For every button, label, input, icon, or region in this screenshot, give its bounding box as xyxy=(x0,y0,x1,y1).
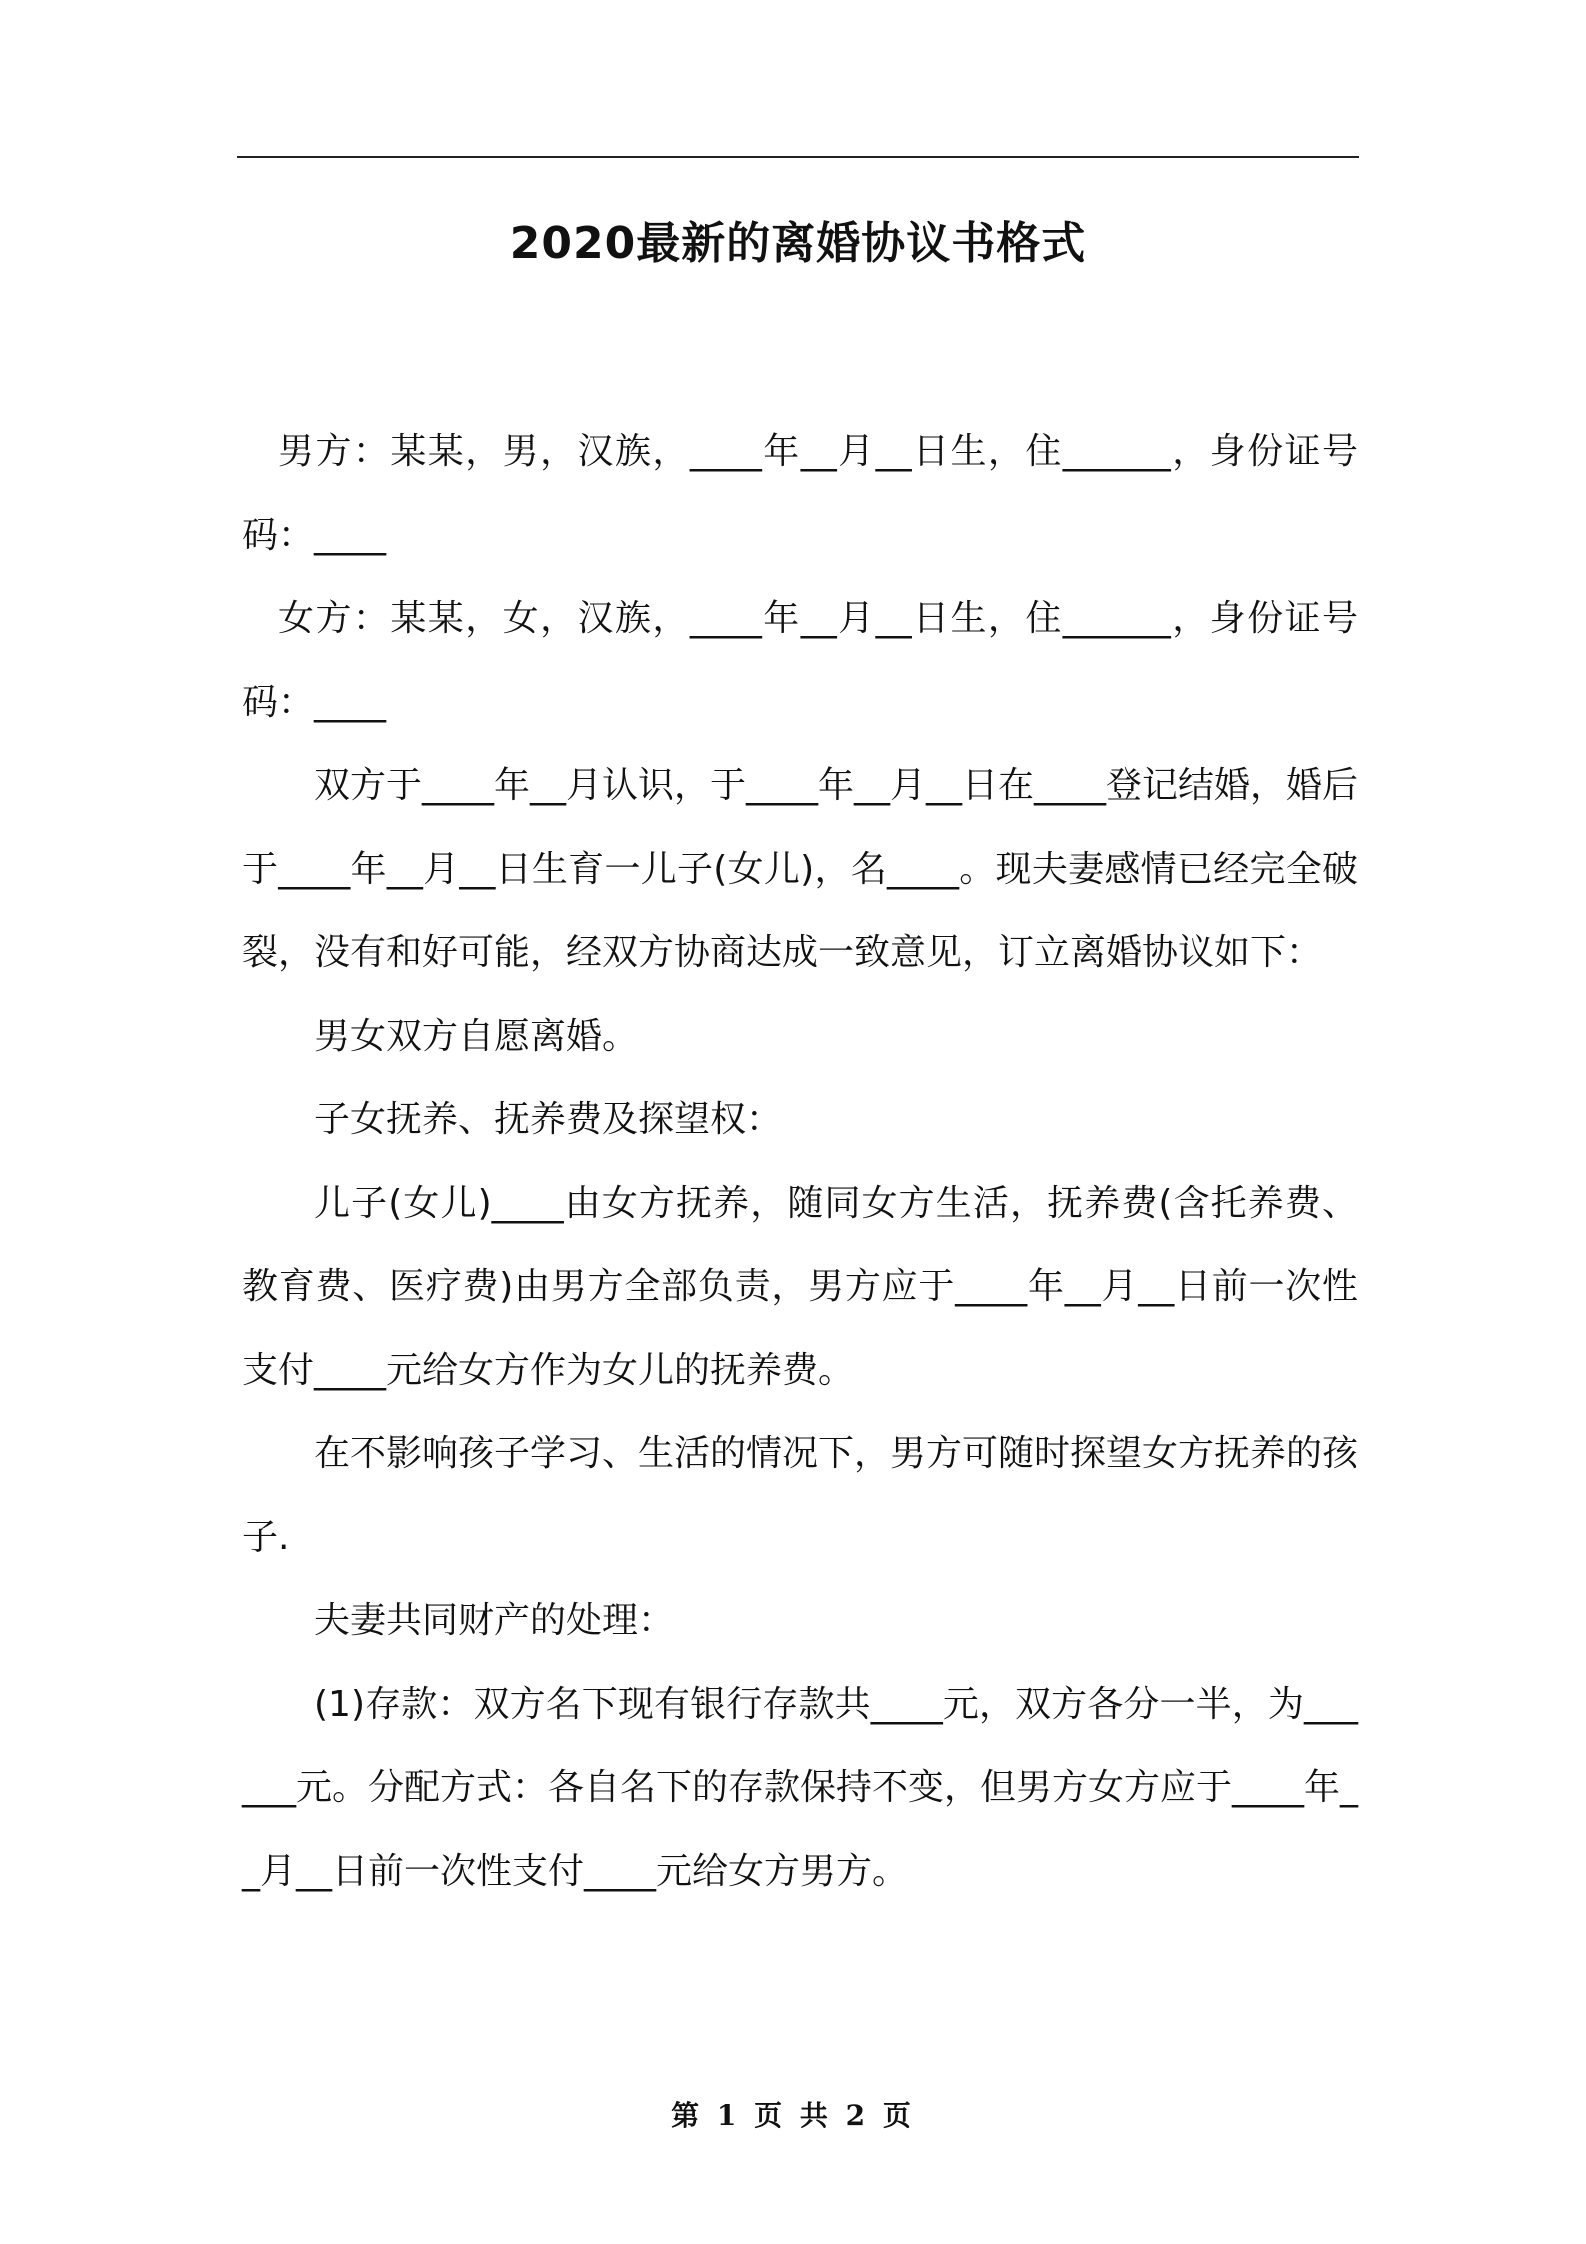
paragraph-savings: (1)存款：双方名下现有银行存款共____元，双方各分一半，为______元。分配方式：各自名下的存款保持不变，但男方女方应于____年__月__日前一次性支付____元给女方男方。 xyxy=(242,1683,1359,1892)
paragraph-custody: 儿子(女儿)____由女方抚养，随同女方生活，抚养费(含托养费、教育费、医疗费)由男方全部负责，男方应于____年__月__日前一次性支付____元给女方作为女儿的抚养费。 xyxy=(242,1182,1358,1391)
document-title: 2020最新的离婚协议书格式 xyxy=(509,218,1087,269)
paragraph-visitation: 在不影响孩子学习、生活的情况下，男方可随时探望女方抚养的孩子. xyxy=(242,1433,1359,1558)
paragraph-property-heading: 夫妻共同财产的处理： xyxy=(314,1600,675,1641)
paragraph-custody-heading: 子女抚养、抚养费及探望权： xyxy=(314,1099,783,1140)
page-number-footer: 第 1 页 共 2 页 xyxy=(671,2099,915,2132)
header-divider xyxy=(237,156,1359,158)
paragraph-female-party: 女方：某某，女，汉族，____年__月__日生，住______，身份证号码：____ xyxy=(242,598,1358,723)
paragraph-background: 双方于____年__月认识，于____年__月__日在____登记结婚，婚后于____年__月__日生育一儿子(女儿)，名____。现夫妻感情已经完全破裂，没有和好可能，经双方协商达成一致意见，订立离婚协议如下： xyxy=(242,765,1359,973)
document-body xyxy=(242,410,1358,1913)
paragraph-male-party: 男方：某某，男，汉族，____年__月__日生，住______，身份证号码：____ xyxy=(242,431,1358,556)
paragraph-divorce-agreement: 男女双方自愿离婚。 xyxy=(314,1015,639,1057)
